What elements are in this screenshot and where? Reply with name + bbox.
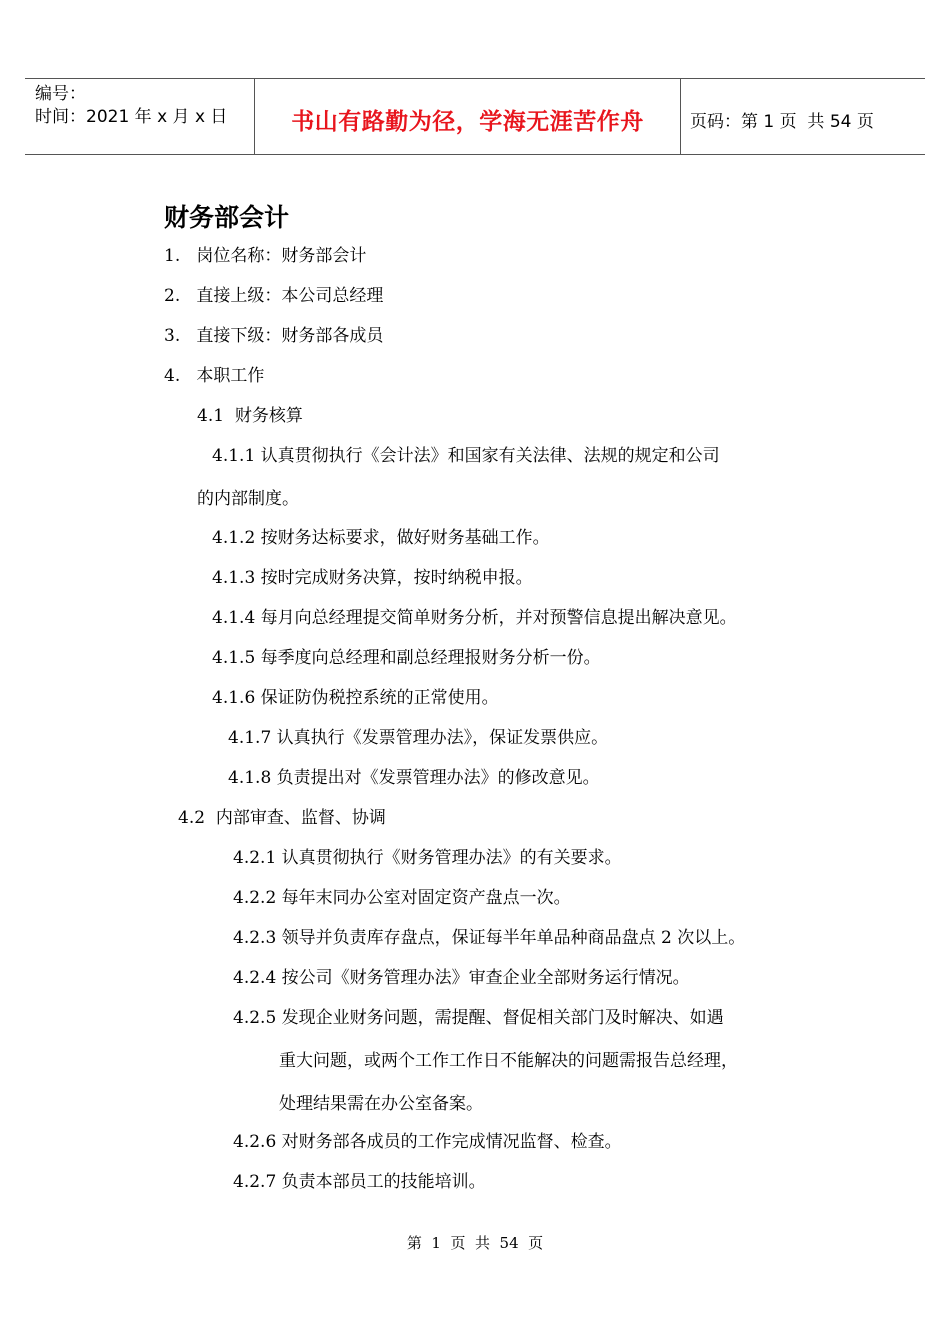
item-4-2-5: 4.2.5 发现企业财务问题，需提醒、督促相关部门及时解决、如遇 [233, 1008, 724, 1028]
item-4-1-1: 4.1.1 认真贯彻执行《会计法》和国家有关法律、法规的规定和公司 [212, 446, 720, 466]
item-1-job-title: 1. 岗位名称：财务部会计 [164, 246, 367, 266]
section-4-1-heading: 4.1 财务核算 [197, 406, 303, 426]
header-time-label: 时间：2021 年 x 月 x 日 [35, 107, 228, 127]
item-4-1-2: 4.1.2 按财务达标要求，做好财务基础工作。 [212, 528, 550, 548]
item-4-2-2: 4.2.2 每年末同办公室对固定资产盘点一次。 [233, 888, 571, 908]
header-divider-right [680, 79, 681, 154]
item-3-direct-subordinate: 3. 直接下级：财务部各成员 [164, 326, 384, 346]
document-title: 财务部会计 [164, 203, 290, 232]
item-4-1-4: 4.1.4 每月向总经理提交简单财务分析，并对预警信息提出解决意见。 [212, 608, 737, 628]
item-4-2-1: 4.2.1 认真贯彻执行《财务管理办法》的有关要求。 [233, 848, 622, 868]
item-4-2-5-continued-2: 处理结果需在办公室备案。 [279, 1094, 483, 1114]
item-4-2-5-continued-1: 重大问题，或两个工作工作日不能解决的问题需报告总经理， [279, 1051, 738, 1071]
page-footer: 第 1 页 共 54 页 [406, 1234, 544, 1252]
item-4-1-7: 4.1.7 认真执行《发票管理办法》，保证发票供应。 [228, 728, 609, 748]
item-4-1-6: 4.1.6 保证防伪税控系统的正常使用。 [212, 688, 499, 708]
item-4-1-1-continued: 的内部制度。 [197, 489, 299, 509]
item-4-1-8: 4.1.8 负责提出对《发票管理办法》的修改意见。 [228, 768, 600, 788]
item-4-1-5: 4.1.5 每季度向总经理和副总经理报财务分析一份。 [212, 648, 601, 668]
item-4-2-3: 4.2.3 领导并负责库存盘点，保证每半年单品种商品盘点 2 次以上。 [233, 928, 746, 948]
header-motto: 书山有路勤为径，学海无涯苦作舟 [291, 109, 644, 135]
item-2-direct-superior: 2. 直接上级：本公司总经理 [164, 286, 384, 306]
header-meta [35, 83, 227, 129]
header-number-label: 编号： [35, 84, 86, 104]
header-page-label: 页码：第 1 页 共 54 页 [690, 112, 874, 132]
section-4-2-heading: 4.2 内部审查、监督、协调 [178, 808, 386, 828]
item-4-2-6: 4.2.6 对财务部各成员的工作完成情况监督、检查。 [233, 1132, 622, 1152]
page-header [25, 78, 925, 155]
item-4-duties: 4. 本职工作 [164, 366, 265, 386]
item-4-2-4: 4.2.4 按公司《财务管理办法》审查企业全部财务运行情况。 [233, 968, 690, 988]
item-4-2-7: 4.2.7 负责本部员工的技能培训。 [233, 1172, 486, 1192]
item-4-1-3: 4.1.3 按时完成财务决算，按时纳税申报。 [212, 568, 533, 588]
